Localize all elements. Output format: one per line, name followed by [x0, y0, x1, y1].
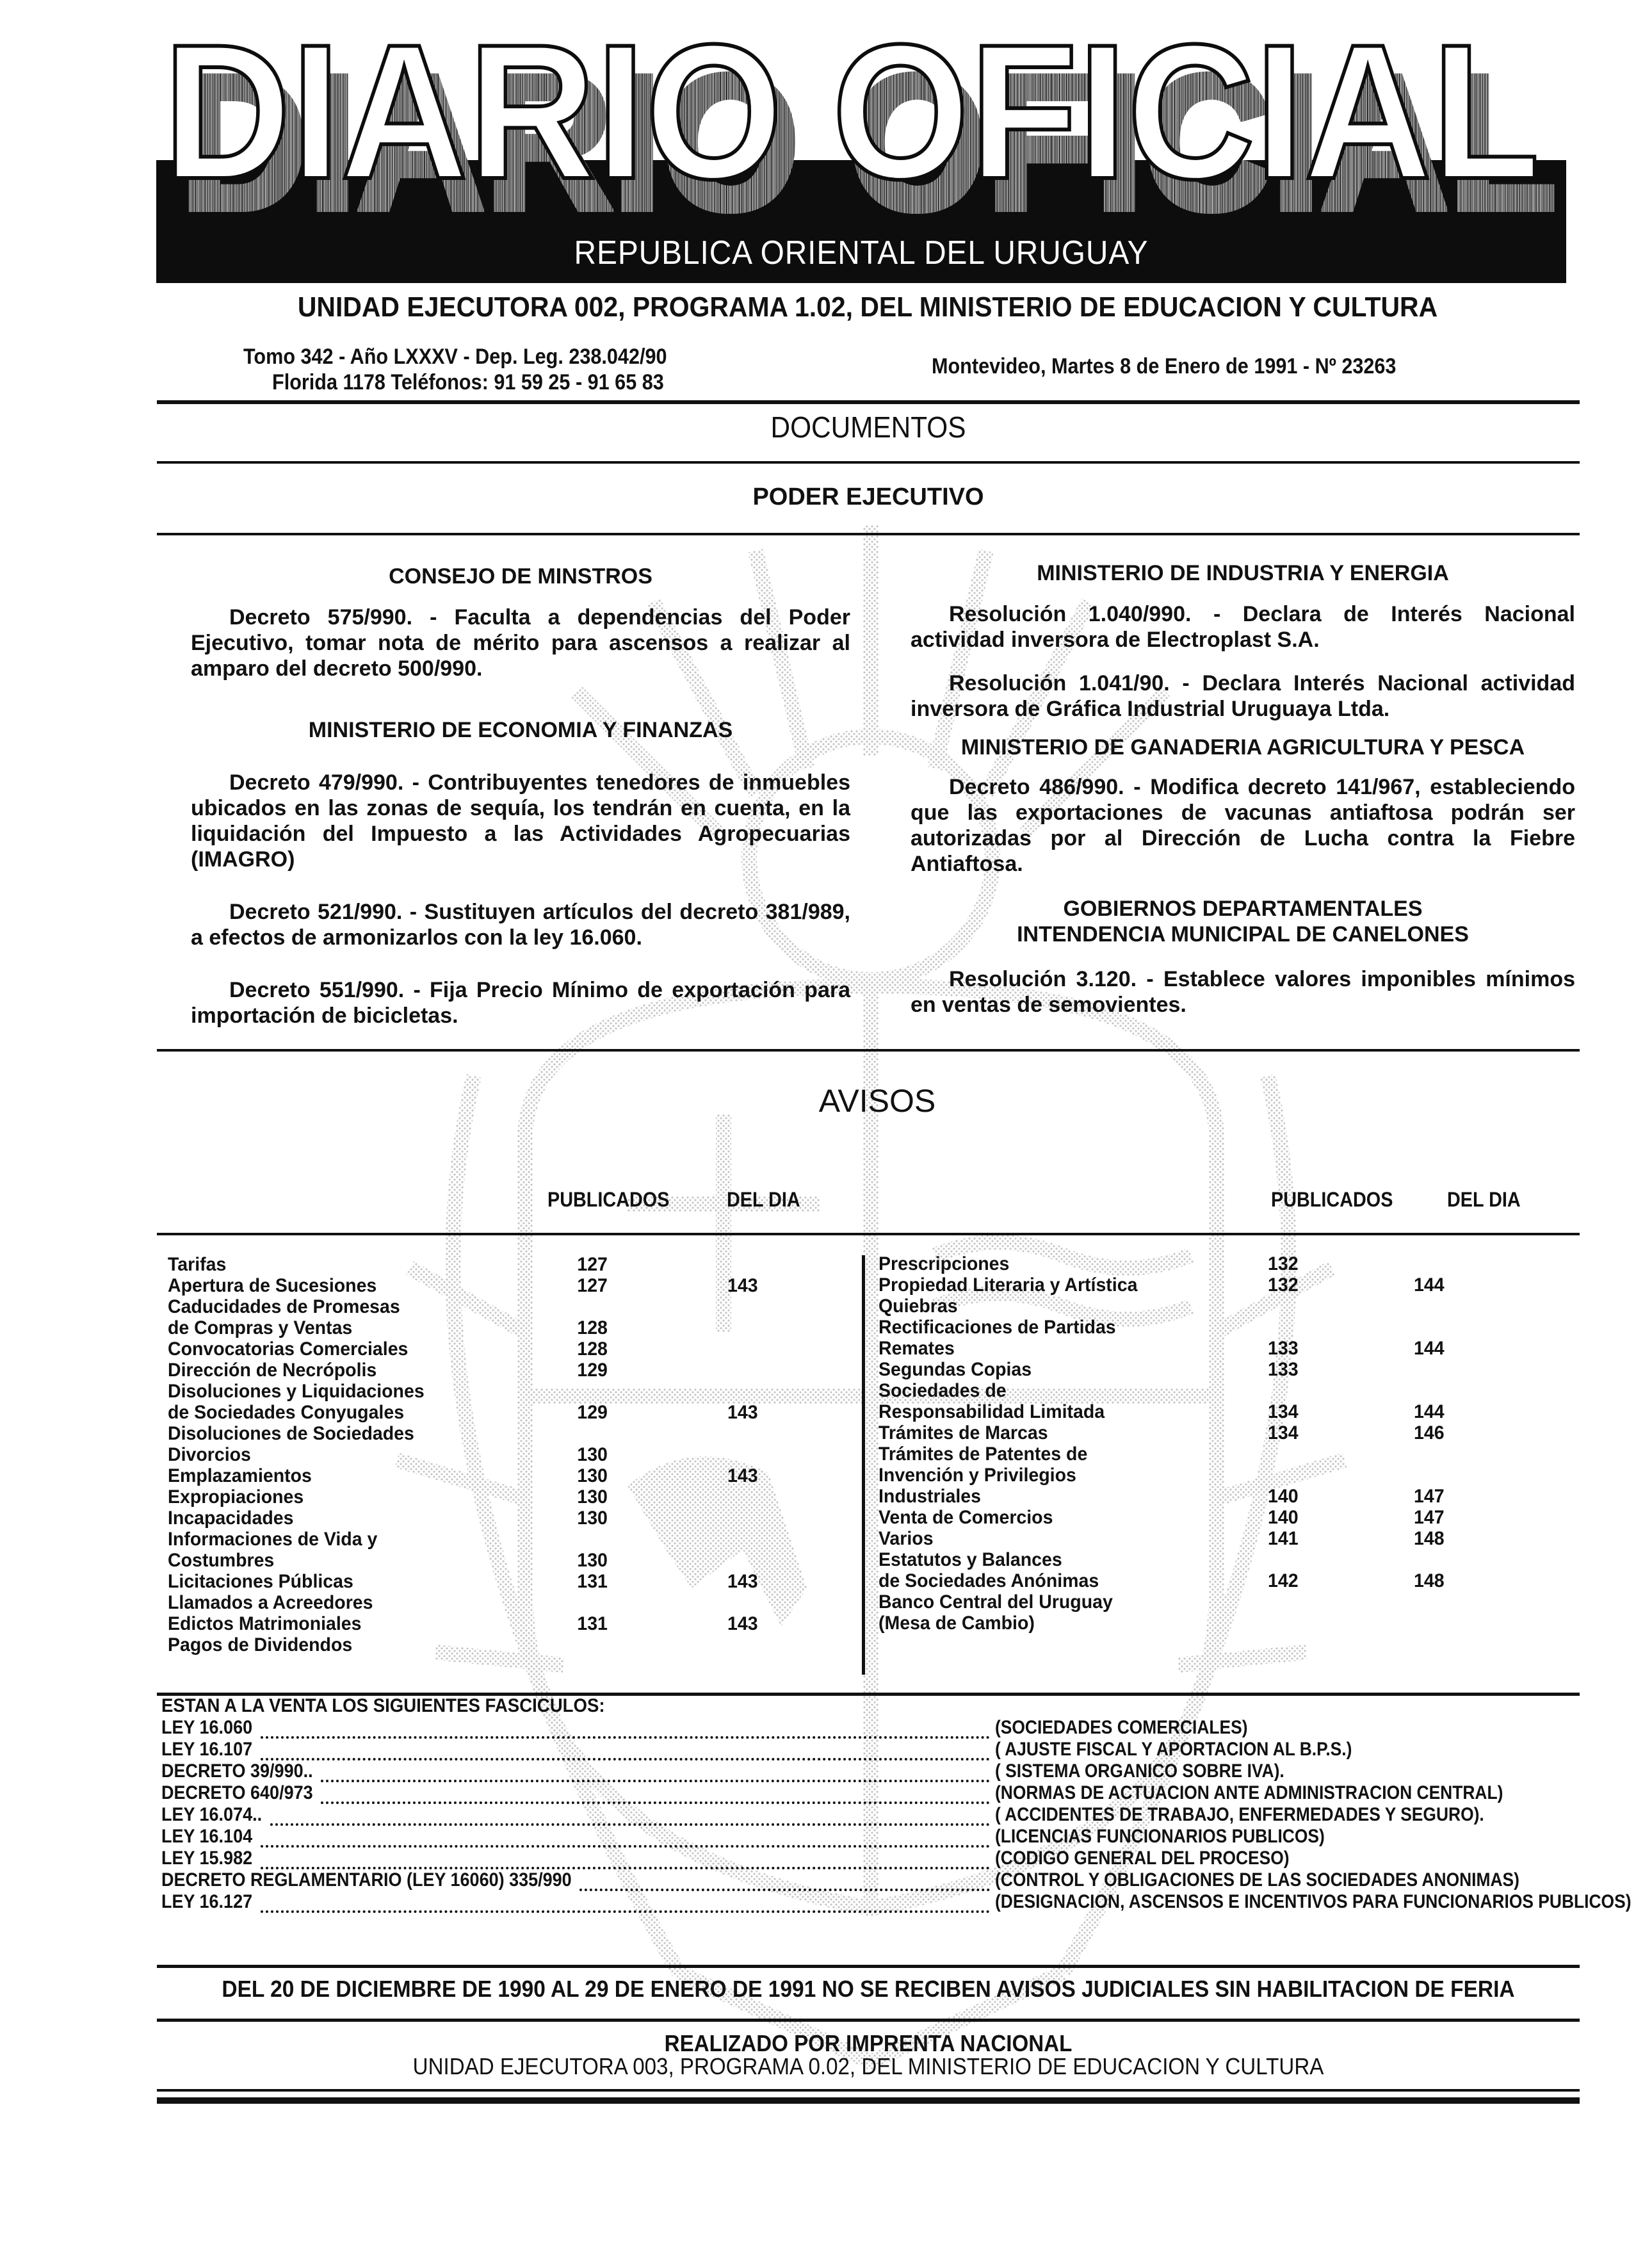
- notice-row: [168, 1423, 825, 1444]
- notice-category: Disoluciones y Liquidaciones: [168, 1381, 425, 1402]
- notice-published-page: 127: [577, 1254, 608, 1275]
- document-entry: Decreto 575/990. - Faculta a dependencias del Poder Ejecutivo, tomar nota de mérito para ascensos a realizar al amparo del decreto 500/990.: [191, 605, 850, 681]
- notice-published-page: 129: [577, 1360, 608, 1381]
- fascicle-name: DECRETO 640/973: [161, 1782, 313, 1803]
- issue-date-number: Montevideo, Martes 8 de Enero de 1991 - Nº 23263: [932, 354, 1397, 378]
- notice-published-page: 133: [1268, 1338, 1299, 1359]
- ministry-heading: MINISTERIO DE INDUSTRIA Y ENERGIA: [1037, 561, 1449, 585]
- notice-row: [168, 1550, 825, 1571]
- notice-row: [879, 1591, 1535, 1613]
- fascicle-row: [161, 1717, 1602, 1739]
- column-header-del-dia: DEL DIA: [727, 1188, 800, 1211]
- document-entry: Decreto 551/990. - Fija Precio Mínimo de exportación para importación de bicicletas.: [191, 978, 850, 1028]
- notice-published-page: 141: [1268, 1528, 1299, 1549]
- fascicle-description: (NORMAS DE ACTUACION ANTE ADMINISTRACION CENTRAL): [995, 1782, 1503, 1803]
- notice-category: Pagos de Dividendos: [168, 1634, 353, 1655]
- address-phones: Florida 1178 Teléfonos: 91 59 25 - 91 65 83: [272, 370, 664, 394]
- column-header-publicados: PUBLICADOS: [1271, 1188, 1393, 1211]
- notice-published-page: 131: [577, 1571, 608, 1592]
- documents-right-column: [911, 560, 1575, 1018]
- notice-row: [168, 1571, 825, 1592]
- fascicle-name: LEY 16.127: [161, 1891, 253, 1912]
- notice-today-page: 148: [1414, 1528, 1445, 1549]
- notice-today-page: 147: [1414, 1486, 1445, 1507]
- fascicle-row: [161, 1891, 1632, 1913]
- fascicle-description: ( ACCIDENTES DE TRABAJO, ENFERMEDADES Y SEGURO).: [995, 1804, 1484, 1825]
- fascicle-description: ( AJUSTE FISCAL Y APORTACION AL B.P.S.): [995, 1739, 1352, 1760]
- fascicle-description: (LICENCIAS FUNCIONARIOS PUBLICOS): [995, 1826, 1325, 1847]
- dot-leader: [321, 1782, 990, 1804]
- ministry-heading: CONSEJO DE MINSTROS: [389, 564, 652, 589]
- notice-row: [879, 1486, 1535, 1507]
- notice-row: [168, 1634, 825, 1655]
- notice-category: Rectificaciones de Partidas: [879, 1317, 1116, 1338]
- notice-category: Varios: [879, 1528, 934, 1549]
- fascicle-name: LEY 16.060: [161, 1717, 253, 1738]
- notice-row: [168, 1444, 825, 1465]
- notice-category: Tarifas: [168, 1254, 227, 1275]
- notice-published-page: 130: [577, 1508, 608, 1529]
- notice-row: [168, 1360, 825, 1381]
- fascicle-row: [161, 1826, 1602, 1848]
- notice-category: Responsabilidad Limitada: [879, 1401, 1105, 1422]
- notice-published-page: 131: [577, 1613, 608, 1634]
- notice-published-page: 142: [1268, 1570, 1299, 1591]
- notice-category: Caducidades de Promesas: [168, 1296, 400, 1317]
- section-title-avisos: AVISOS: [818, 1083, 936, 1119]
- notice-category: Convocatorias Comerciales: [168, 1338, 409, 1360]
- fascicle-name: DECRETO 39/990..: [161, 1760, 313, 1782]
- dot-leader: [261, 1717, 990, 1739]
- notice-row: [168, 1317, 825, 1338]
- document-entry: Resolución 1.040/990. - Declara de Interés Nacional actividad inversora de Electroplast S.A.: [911, 602, 1575, 652]
- notices-list-right: [879, 1253, 1535, 1634]
- fascicle-description: ( SISTEMA ORGANICO SOBRE IVA).: [995, 1760, 1284, 1782]
- divider: [157, 2097, 1580, 2104]
- fascicle-name: LEY 16.074..: [161, 1804, 263, 1825]
- notice-today-page: 143: [727, 1571, 758, 1592]
- notice-row: [168, 1465, 825, 1486]
- notice-category: Costumbres: [168, 1550, 275, 1571]
- dot-leader: [270, 1804, 990, 1826]
- fascicle-row: [161, 1804, 1602, 1826]
- fascicle-row: [161, 1848, 1602, 1869]
- notice-row: [879, 1274, 1535, 1296]
- notice-row: [879, 1613, 1535, 1634]
- notice-row: [879, 1465, 1535, 1486]
- notice-row: [168, 1402, 825, 1423]
- notice-category: de Compras y Ventas: [168, 1317, 353, 1338]
- notice-row: [879, 1422, 1535, 1443]
- notice-published-page: 130: [577, 1444, 608, 1465]
- notice-category: Sociedades de: [879, 1380, 1007, 1401]
- masthead-logo-art: [160, 6, 1569, 218]
- documents-left-column: [191, 564, 850, 1028]
- notice-category: Divorcios: [168, 1444, 251, 1465]
- notice-row: [168, 1254, 825, 1275]
- divider: [157, 533, 1580, 535]
- volume-info: Tomo 342 - Año LXXXV - Dep. Leg. 238.042/90: [243, 345, 667, 369]
- notice-row: [879, 1401, 1535, 1422]
- notice-today-page: 144: [1414, 1401, 1445, 1422]
- notice-row: [168, 1275, 825, 1296]
- notice-today-page: 147: [1414, 1507, 1445, 1528]
- divider: [157, 400, 1580, 404]
- notice-category: (Mesa de Cambio): [879, 1613, 1035, 1634]
- fascicle-row: [161, 1869, 1602, 1891]
- notice-category: Propiedad Literaria y Artística: [879, 1274, 1138, 1296]
- document-entry: Resolución 1.041/90. - Declara Interés Nacional actividad inversora de Gráfica Industrial Uruguaya Ltda.: [911, 671, 1575, 721]
- publisher-unit-line: UNIDAD EJECUTORA 002, PROGRAMA 1.02, DEL MINISTERIO DE EDUCACION Y CULTURA: [297, 291, 1438, 323]
- notice-category: Segundas Copias: [879, 1359, 1032, 1380]
- notice-published-page: 129: [577, 1402, 608, 1423]
- notice-published-page: 130: [577, 1550, 608, 1571]
- notice-category: Disoluciones de Sociedades: [168, 1423, 414, 1444]
- notice-category: Dirección de Necrópolis: [168, 1360, 377, 1381]
- masthead-title: DIARIO OFICIAL: [163, 6, 1540, 218]
- divider: [157, 1965, 1580, 1968]
- divider: [157, 2019, 1580, 2022]
- notice-row: [879, 1317, 1535, 1338]
- fascicles-for-sale: [161, 1695, 1632, 1913]
- notice-row: [879, 1570, 1535, 1591]
- fascicle-name: LEY 16.107: [161, 1739, 253, 1760]
- notice-published-page: 134: [1268, 1401, 1299, 1422]
- dot-leader: [321, 1760, 990, 1782]
- section-title-poder-ejecutivo: PODER EJECUTIVO: [752, 484, 984, 510]
- notice-row: [879, 1253, 1535, 1274]
- divider: [157, 1049, 1580, 1052]
- printer-credit: REALIZADO POR IMPRENTA NACIONAL: [664, 2030, 1073, 2056]
- notice-category: de Sociedades Conyugales: [168, 1402, 405, 1423]
- notice-row: [879, 1338, 1535, 1359]
- notice-published-page: 134: [1268, 1422, 1299, 1443]
- fascicle-description: (SOCIEDADES COMERCIALES): [995, 1717, 1248, 1738]
- printer-unit-line: UNIDAD EJECUTORA 003, PROGRAMA 0.02, DEL MINISTERIO DE EDUCACION Y CULTURA: [412, 2053, 1324, 2079]
- notice-category: Trámites de Patentes de: [879, 1443, 1088, 1465]
- notice-category: Edictos Matrimoniales: [168, 1613, 362, 1634]
- document-entry: Decreto 521/990. - Sustituyen artículos del decreto 381/989, a efectos de armonizarlos con la ley 16.060.: [191, 900, 850, 950]
- notice-row: [879, 1296, 1535, 1317]
- notice-category: Expropiaciones: [168, 1486, 304, 1508]
- fascicle-row: [161, 1739, 1602, 1760]
- notice-published-page: 132: [1268, 1253, 1299, 1274]
- fascicle-description: (CODIGO GENERAL DEL PROCESO): [995, 1848, 1290, 1869]
- notice-published-page: 140: [1268, 1507, 1299, 1528]
- notice-today-page: 143: [727, 1275, 758, 1296]
- section-title-documentos: DOCUMENTOS: [770, 411, 966, 444]
- document-entry: Resolución 3.120. - Establece valores imponibles mínimos en ventas de semovientes.: [911, 967, 1575, 1017]
- fascicle-row: [161, 1782, 1602, 1804]
- notice-published-page: 130: [577, 1486, 608, 1508]
- fascicles-heading: ESTAN A LA VENTA LOS SIGUIENTES FASCICULOS:: [161, 1695, 605, 1716]
- notice-row: [168, 1592, 825, 1613]
- dot-leader: [261, 1848, 990, 1869]
- notice-row: [879, 1380, 1535, 1401]
- notice-published-page: 128: [577, 1317, 608, 1338]
- notice-row: [168, 1613, 825, 1634]
- notice-today-page: 144: [1414, 1338, 1445, 1359]
- notice-category: Trámites de Marcas: [879, 1422, 1048, 1443]
- divider: [157, 1233, 1580, 1235]
- notice-category: Banco Central del Uruguay: [879, 1591, 1113, 1613]
- notice-category: Industriales: [879, 1486, 981, 1507]
- ministry-heading: MINISTERIO DE GANADERIA AGRICULTURA Y PESCA: [960, 735, 1525, 760]
- divider: [157, 461, 1580, 464]
- notice-row: [879, 1359, 1535, 1380]
- dot-leader: [261, 1739, 990, 1760]
- fascicle-description: (DESIGNACION, ASCENSOS E INCENTIVOS PARA FUNCIONARIOS PUBLICOS): [995, 1891, 1632, 1912]
- fascicle-description: (CONTROL Y OBLIGACIONES DE LAS SOCIEDADES ANONIMAS): [995, 1869, 1519, 1890]
- notice-category: Prescripciones: [879, 1253, 1010, 1274]
- notice-category: Informaciones de Vida y: [168, 1529, 378, 1550]
- notice-published-page: 133: [1268, 1359, 1299, 1380]
- document-entry: Decreto 486/990. - Modifica decreto 141/967, estableciendo que las exportaciones de vacunas antiaftosa podrán ser autorizadas por al Dirección de Lucha contra la Fiebre Antiaftosa.: [911, 775, 1575, 876]
- fascicle-row: [161, 1760, 1602, 1782]
- fascicle-name: DECRETO REGLAMENTARIO (LEY 16060) 335/990: [161, 1869, 572, 1890]
- notice-category: Emplazamientos: [168, 1465, 312, 1486]
- dot-leader: [579, 1869, 990, 1891]
- notice-published-page: 132: [1268, 1274, 1299, 1296]
- column-header-publicados: PUBLICADOS: [547, 1188, 670, 1211]
- holiday-notice: DEL 20 DE DICIEMBRE DE 1990 AL 29 DE ENERO DE 1991 NO SE RECIBEN AVISOS JUDICIALES SIN HABILITACION DE FERIA: [222, 1976, 1515, 2002]
- notice-today-page: 143: [727, 1613, 758, 1634]
- notice-category: Quiebras: [879, 1296, 958, 1317]
- column-separator: [862, 1255, 865, 1675]
- notice-today-page: 146: [1414, 1422, 1445, 1443]
- fascicles-list: [161, 1717, 1632, 1913]
- notice-row: [168, 1338, 825, 1360]
- notice-row: [168, 1296, 825, 1317]
- masthead-logo: [160, 6, 1569, 218]
- divider: [157, 2089, 1580, 2092]
- notice-category: Estatutos y Balances: [879, 1549, 1062, 1570]
- dot-leader: [261, 1891, 990, 1913]
- notice-row: [879, 1507, 1535, 1528]
- notice-category: Incapacidades: [168, 1508, 294, 1529]
- notice-category: Llamados a Acreedores: [168, 1592, 373, 1613]
- fascicle-name: LEY 16.104: [161, 1826, 253, 1847]
- fascicle-name: LEY 15.982: [161, 1848, 253, 1869]
- notice-published-page: 130: [577, 1465, 608, 1486]
- masthead-subtitle: REPUBLICA ORIENTAL DEL URUGUAY: [574, 234, 1149, 272]
- notice-category: de Sociedades Anónimas: [879, 1570, 1099, 1591]
- notice-published-page: 140: [1268, 1486, 1299, 1507]
- notice-today-page: 144: [1414, 1274, 1445, 1296]
- notice-published-page: 127: [577, 1275, 608, 1296]
- column-header-del-dia: DEL DIA: [1447, 1188, 1521, 1211]
- notices-list-left: [168, 1254, 825, 1655]
- notice-row: [168, 1508, 825, 1529]
- ministry-subheading: INTENDENCIA MUNICIPAL DE CANELONES: [1017, 922, 1469, 947]
- notice-category: Invención y Privilegios: [879, 1465, 1076, 1486]
- notice-row: [879, 1443, 1535, 1465]
- notice-row: [168, 1381, 825, 1402]
- notice-category: Apertura de Sucesiones: [168, 1275, 377, 1296]
- notice-row: [879, 1528, 1535, 1549]
- notice-published-page: 128: [577, 1338, 608, 1360]
- dot-leader: [261, 1826, 990, 1848]
- notice-today-page: 148: [1414, 1570, 1445, 1591]
- notice-category: Licitaciones Públicas: [168, 1571, 353, 1592]
- ministry-heading: MINISTERIO DE ECONOMIA Y FINANZAS: [308, 718, 733, 742]
- notice-row: [879, 1549, 1535, 1570]
- notice-row: [168, 1529, 825, 1550]
- ministry-heading: GOBIERNOS DEPARTAMENTALES: [1063, 897, 1423, 921]
- notice-category: Venta de Comercios: [879, 1507, 1053, 1528]
- notice-category: Remates: [879, 1338, 955, 1359]
- notice-today-page: 143: [727, 1465, 758, 1486]
- notice-row: [168, 1486, 825, 1508]
- notice-today-page: 143: [727, 1402, 758, 1423]
- document-entry: Decreto 479/990. - Contribuyentes tenedores de inmuebles ubicados en las zonas de sequía, los tendrán en cuenta, en la liquidación del Impuesto a las Actividades Agropecuarias (IMAGRO): [191, 770, 850, 872]
